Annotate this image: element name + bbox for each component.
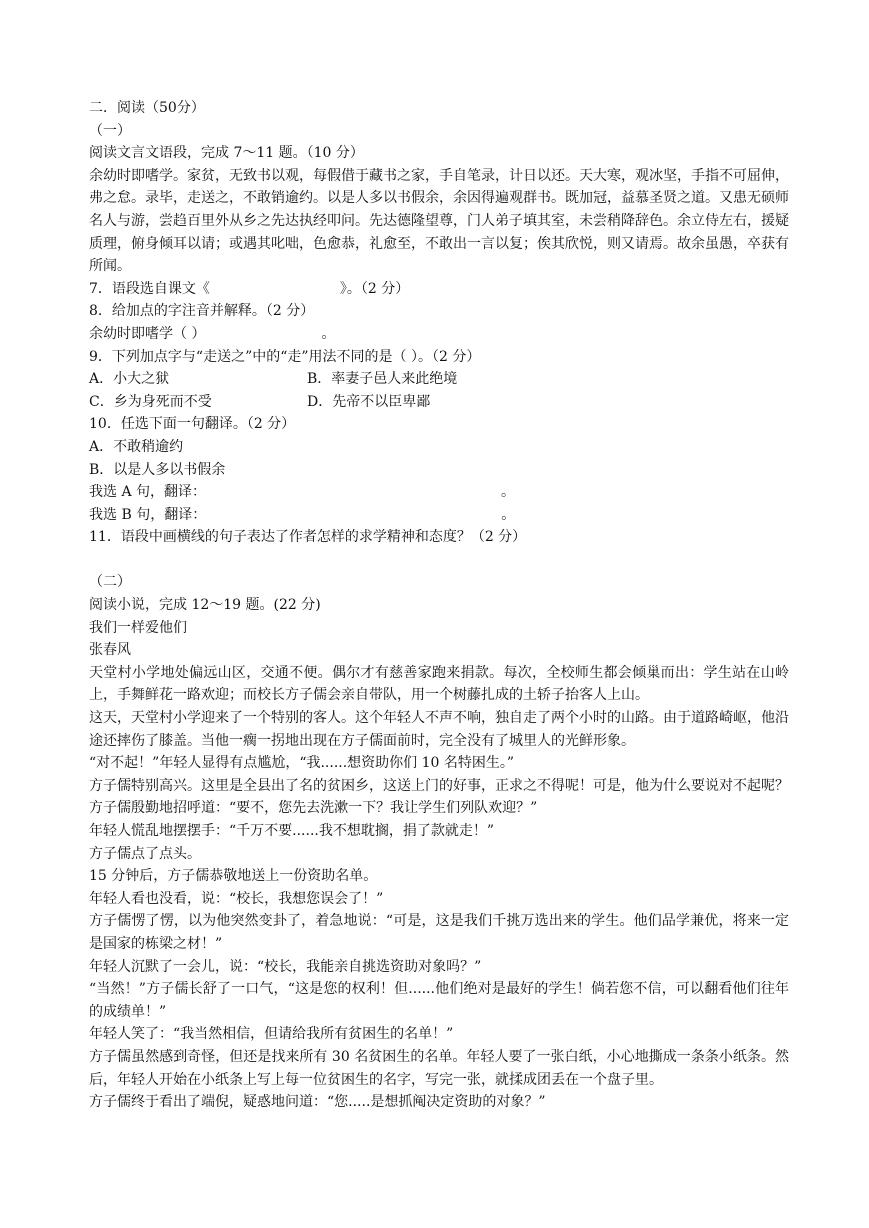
question-7-text: 7．语段选自课文《	[89, 280, 210, 297]
question-10-sentence-b: B．以是人多以书假余	[89, 461, 226, 478]
question-8-end: 。	[321, 325, 336, 342]
pick-a-end: 。	[501, 484, 516, 501]
part1-instruction: 阅读文言文语段，完成 7～11 题。（10 分）	[89, 145, 364, 162]
question-8-item-text: 余幼时即嗜学（ ）	[89, 325, 206, 342]
question-11: 11．语段中画横线的句子表达了作者怎样的求学精神和态度？（2 分）	[89, 529, 527, 546]
story-paragraph: 天堂村小学地处偏远山区，交通不便。偶尔才有慈善家跑来捐款。每次，全校师生都会倾巢而出：学生站在山岭上，手舞鲜花一路欢迎；而校长方子儒会亲自带队，用一个树藤扎成的土轿子抬客人上山。	[89, 664, 789, 704]
story-title: 我们一样爱他们	[89, 619, 187, 636]
spacer	[89, 549, 789, 572]
question-9-options-row-2	[89, 391, 789, 414]
story-paragraph: “当然！”方子儒长舒了一口气，“这是您的权利！但......他们绝对是最好的学生！倘若您不信，可以翻看他们往年的成绩单！”	[89, 981, 789, 1020]
question-10-sentence-a: A．不敢稍逾约	[89, 438, 184, 455]
story-author: 张春风	[89, 642, 131, 659]
option-a[interactable]: A．小大之狱	[89, 371, 170, 388]
story-paragraph: “对不起！”年轻人显得有点尴尬，“我......想资助你们 10 名特困生。”	[89, 755, 515, 772]
story-paragraph: 方子儒点了点头。	[89, 845, 201, 862]
exam-page	[89, 97, 789, 1114]
pick-b-end: 。	[501, 506, 516, 523]
part2-label: （二）	[89, 574, 131, 591]
story-paragraph: 这天，天堂村小学迎来了一个特别的客人。这个年轻人不声不响，独自走了两个小时的山路。由于道路崎岖，他沿途还摔伤了膝盖。当他一瘸一拐地出现在方子儒面前时，完全没有了城里人的光鲜形象。	[89, 710, 789, 749]
question-7-end: 》。（2 分）	[339, 280, 410, 297]
story-paragraph: 年轻人沉默了一会儿，说：“校长，我能亲自挑选资助对象吗？”	[89, 958, 482, 975]
question-10-pick-a	[89, 481, 789, 504]
question-10-pick-b	[89, 504, 789, 527]
question-10: 10．任选下面一句翻译。（2 分）	[89, 416, 296, 433]
question-8: 8．给加点的字注音并解释。（2 分）	[89, 303, 315, 320]
option-b[interactable]: B．率妻子邑人来此绝境	[307, 371, 458, 388]
story-paragraph: 15 分钟后，方子儒恭敬地送上一份资助名单。	[89, 868, 378, 885]
story-paragraph: 年轻人笑了：“我当然相信，但请给我所有贫困生的名单！”	[89, 1026, 454, 1043]
classical-passage: 余幼时即嗜学。家贫，无致书以观，每假借于藏书之家，手自笔录，计日以还。天大寒，观冰坚，手指不可屈伸，弗之怠。录毕，走送之，不敢销逾约。以是人多以书假余，余因得遍观群书。既加冠，益慕圣贤之道。又患无硕师名人与游，尝趋百里外从乡之先达执经叩问。先达德隆望尊，门人弟子填其室，未尝稍降辞色。余立侍左右，援疑质理，俯身倾耳以请；或遇其叱咄，色愈恭，礼愈至，不敢出一言以复；俟其欣悦，则又请焉。故余虽愚，卒获有所闻。	[89, 167, 789, 275]
story-paragraph: 方子儒虽然感到奇怪，但还是找来所有 30 名贫困生的名单。年轻人要了一张白纸，小心地撕成一条条小纸条。然后，年轻人开始在小纸条上写上每一位贫困生的名字，写完一张，就揉成团丢在一个盘子里。	[89, 1048, 789, 1088]
question-9-options-row-1	[89, 368, 789, 391]
option-d[interactable]: D．先帝不以臣卑鄙	[307, 393, 431, 410]
story-paragraph: 方子儒愣了愣，以为他突然变卦了，着急地说：“可是，这是我们千挑万选出来的学生。他们品学兼优，将来一定是国家的栋梁之材！”	[89, 913, 789, 952]
story-paragraph: 方子儒终于看出了端倪，疑惑地问道：“您.....是想抓阄决定资助的对象？”	[89, 1094, 546, 1111]
part1-label: （一）	[89, 122, 131, 139]
story-paragraph: 年轻人看也没看，说：“校长，我想您误会了！”	[89, 890, 384, 907]
question-9: 9．下列加点字与“走送之”中的“走”用法不同的是（ ）。（2 分）	[89, 348, 481, 365]
section-title: 二．阅读（50分）	[89, 100, 205, 116]
pick-a-text: 我选 A 句，翻译：	[89, 484, 207, 501]
question-7	[89, 278, 789, 301]
option-c[interactable]: C．乡为身死而不受	[89, 393, 212, 410]
story-paragraph: 年轻人慌乱地摆摆手：“千万不要......我不想耽搁，捐了款就走！”	[89, 823, 495, 839]
part2-instruction: 阅读小说，完成 12～19 题。(22 分)	[89, 597, 321, 614]
question-8-item	[89, 323, 789, 346]
story-paragraph: 方子儒特别高兴。这里是全县出了名的贫困乡，这送上门的好事，正求之不得呢！可是，他为什么要说对不起呢？方子儒殷勤地招呼道：“要不，您先去洗漱一下？我让学生们列队欢迎？”	[89, 777, 789, 817]
pick-b-text: 我选 B 句，翻译：	[89, 506, 207, 523]
